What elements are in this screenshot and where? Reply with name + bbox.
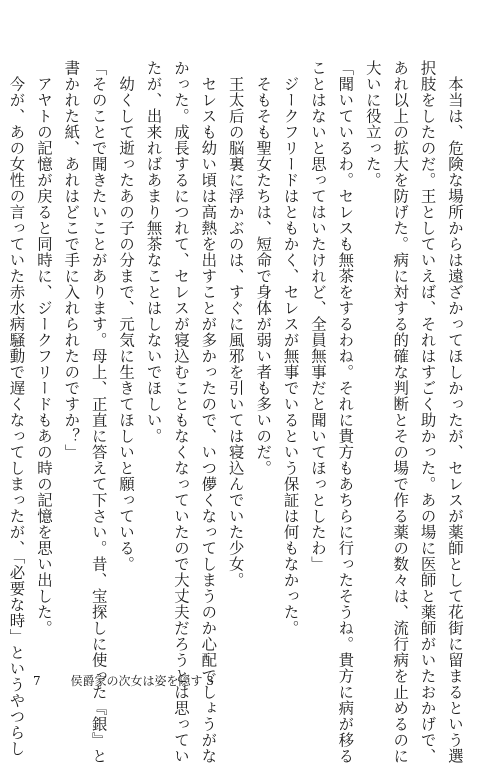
text-line: そもそも聖女たちは、短命で身体が弱い者も多いのだ。 xyxy=(254,60,273,476)
page-number: 7 xyxy=(33,674,41,688)
text-line: 「聞いているわ。セレスも無茶をするわね。それに貴方もあちらに行ったそうね。貴方に病が移る xyxy=(336,60,355,764)
text-line: かった。成長するにつれて、セレスが寝込むこともなくなっていたので大丈夫だろうとは思ってい xyxy=(171,60,190,764)
text-line: アヤトの記憶が戻ると同時に、ジークフリードもあの時の記憶を思い出した。 xyxy=(34,60,53,636)
page-footer xyxy=(33,672,214,689)
text-line: ことはないと思ってはいたけれど、全員無事だと聞いてほっとしたわ」 xyxy=(308,60,327,572)
text-line: 今が、あの女性の言っていた赤水病騒動で遅くなってしまったが、「必要な時」というやつらし xyxy=(7,60,26,757)
text-line: ジークフリードはともかく、セレスが無事でいるという保証は何もなかった。 xyxy=(281,60,300,636)
text-line: たが、出来ればあまり無茶なことはしないでほしい。 xyxy=(144,60,163,444)
text-line: 大いに役立った。 xyxy=(363,60,382,188)
text-line: 幼くして逝ったあの子の分まで、元気に生きてほしいと願っている。 xyxy=(117,60,136,572)
text-line: 書かれた紙、あれはどこで手に入れられたのですか？」 xyxy=(62,60,81,460)
text-line: 王太后の脳裏に浮かぶのは、すぐに風邪を引いては寝込んでいた少女。 xyxy=(226,60,245,588)
text-line: 択肢をしたのだ。王としていえば、それはすごく助かった。あの場に医師と薬師がいたおかげで、 xyxy=(418,60,437,764)
text-line: 本当は、危険な場所からは遠ざかってほしかったが、セレスが薬師として花街に留まるという選 xyxy=(446,60,464,764)
text-line: 「そのことで聞きたいことがあります。母上、正直に答えて下さい。昔、宝探しに使った『銀』と xyxy=(89,60,108,764)
text-line: セレスも幼い頃は高熱を出すことが多かったので、いつ儚くなってしまうのか心配でしょうがな xyxy=(199,60,218,764)
text-line: あれ以上の拡大を防げた。病に対する的確な判断とその場で作る薬の数々は、流行病を止めるのに xyxy=(391,60,410,764)
book-title: 侯爵家の次女は姿を隠す 3 xyxy=(70,674,214,688)
